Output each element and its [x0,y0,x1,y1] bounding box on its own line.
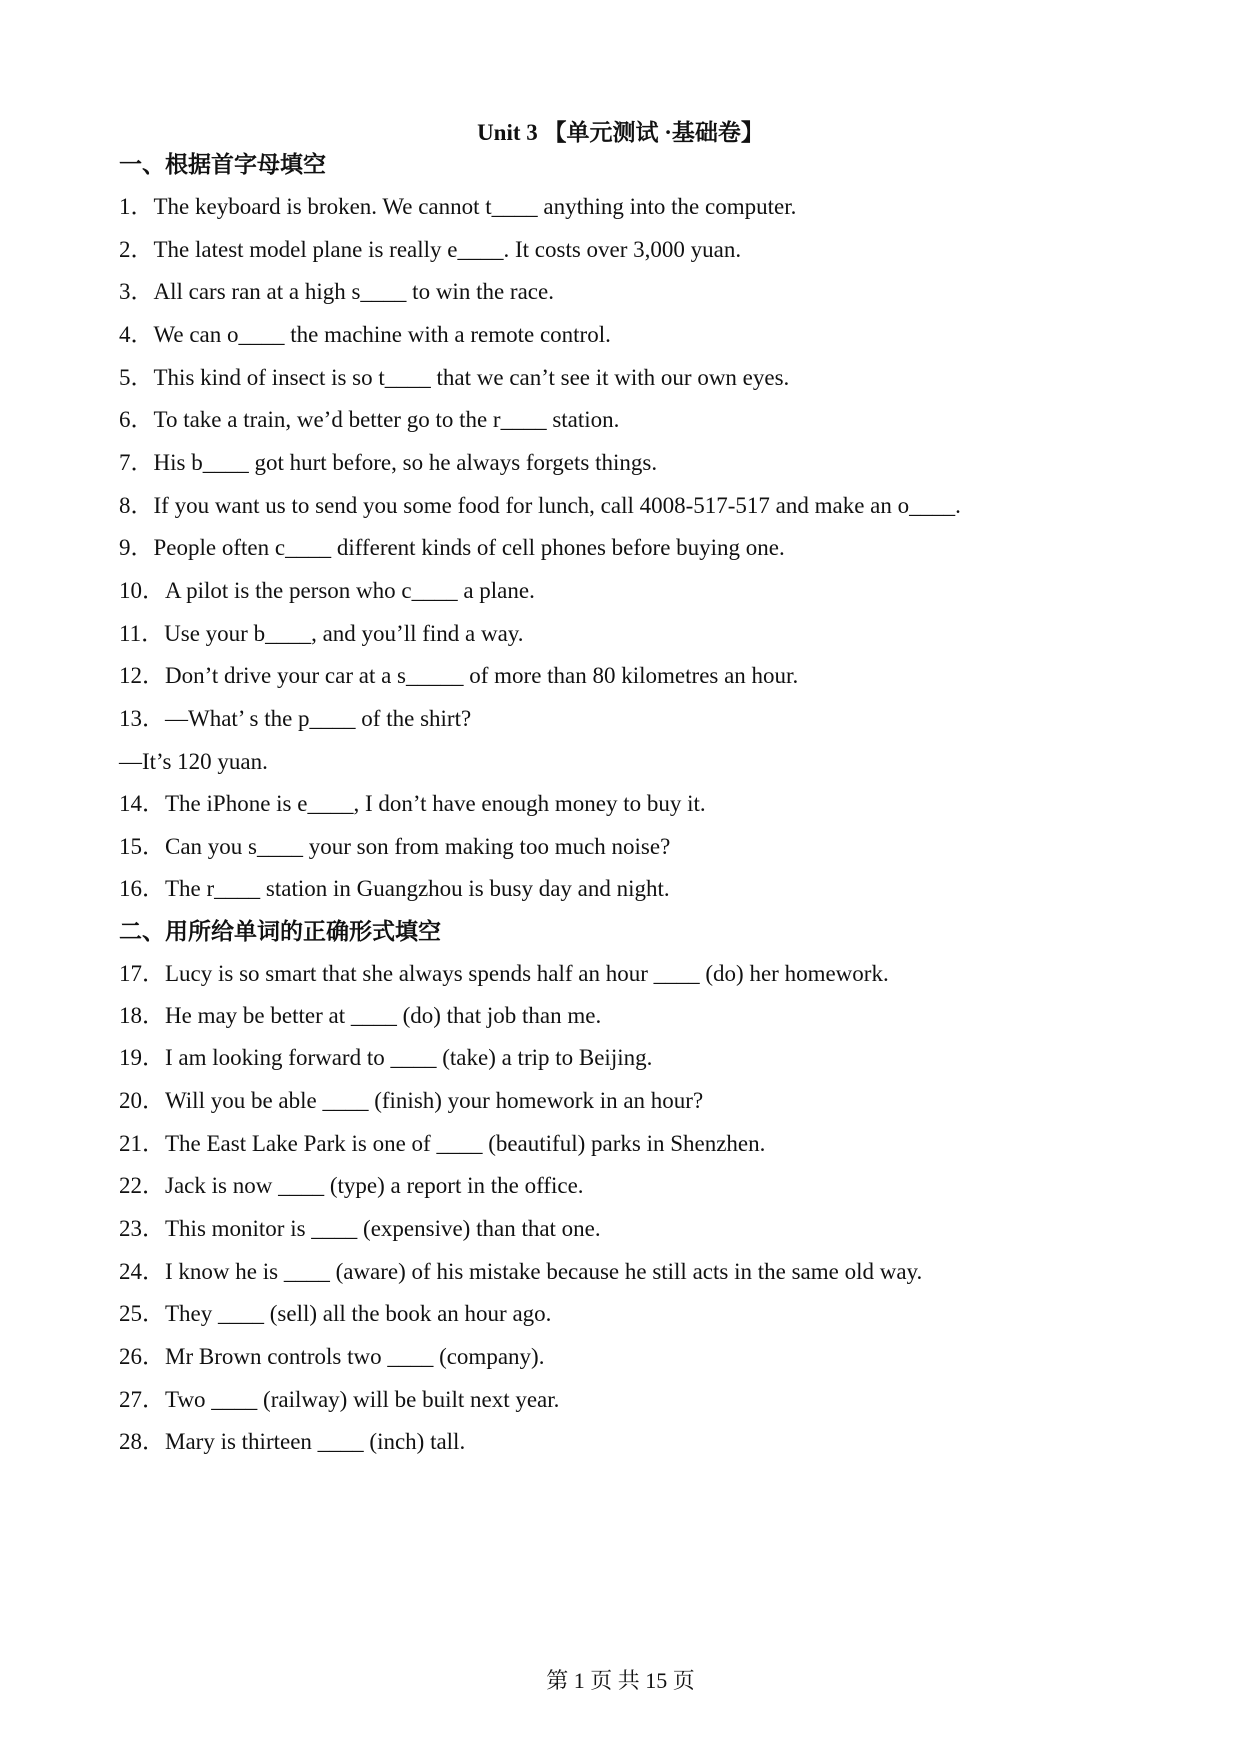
question-13: 13．—What’ s the p____ of the shirt? [119,706,472,731]
question-22: 22．Jack is now ____ (type) a report in the office. [119,1173,584,1198]
question-19: 19．I am looking forward to ____ (take) a trip to Beijing. [119,1045,653,1070]
question-20: 20．Will you be able ____ (finish) your homework in an hour? [119,1088,704,1113]
question-26: 26．Mr Brown controls two ____ (company). [119,1344,545,1369]
section-heading-1: 一、根据首字母填空 [119,152,326,178]
question-16: 16．The r____ station in Guangzhou is busy day and night. [119,876,670,901]
question-4: 4．We can o____ the machine with a remote control. [119,322,611,347]
question-15: 15．Can you s____ your son from making too much noise? [119,834,671,859]
question-12: 12．Don’t drive your car at a s_____ of more than 80 kilometres an hour. [119,663,799,688]
question-14: 14．The iPhone is e____, I don’t have enough money to buy it. [119,791,706,816]
question-28: 28．Mary is thirteen ____ (inch) tall. [119,1429,466,1454]
question-23: 23．This monitor is ____ (expensive) than that one. [119,1216,601,1241]
question-10: 10．A pilot is the person who c____ a plane. [119,578,535,603]
question-2: 2．The latest model plane is really e____. It costs over 3,000 yuan. [119,237,742,262]
page-title: Unit 3 【单元测试 ·基础卷】 [477,120,764,145]
question-21: 21．The East Lake Park is one of ____ (beautiful) parks in Shenzhen. [119,1131,766,1156]
section-heading-2: 二、用所给单词的正确形式填空 [119,919,441,945]
question-11: 11．Use your b____, and you’ll find a way. [119,621,524,646]
question-5: 5．This kind of insect is so t____ that we can’t see it with our own eyes. [119,365,790,390]
question-7: 7．His b____ got hurt before, so he always forgets things. [119,450,658,475]
question-3: 3．All cars ran at a high s____ to win the race. [119,279,554,304]
page-footer: 第 1 页 共 15 页 [546,1668,695,1693]
question-9: 9．People often c____ different kinds of cell phones before buying one. [119,535,785,560]
question-27: 27．Two ____ (railway) will be built next year. [119,1387,560,1412]
question-1: 1．The keyboard is broken. We cannot t____ anything into the computer. [119,194,797,219]
question-17: 17．Lucy is so smart that she always spends half an hour ____ (do) her homework. [119,961,889,986]
question-8: 8．If you want us to send you some food for lunch, call 4008-517-517 and make an o____. [119,493,961,518]
question-18: 18．He may be better at ____ (do) that job than me. [119,1003,602,1028]
question-6: 6．To take a train, we’d better go to the r____ station. [119,407,620,432]
question-13-answer: —It’s 120 yuan. [119,749,268,774]
question-25: 25．They ____ (sell) all the book an hour ago. [119,1301,552,1326]
question-24: 24．I know he is ____ (aware) of his mistake because he still acts in the same old way. [119,1259,923,1284]
